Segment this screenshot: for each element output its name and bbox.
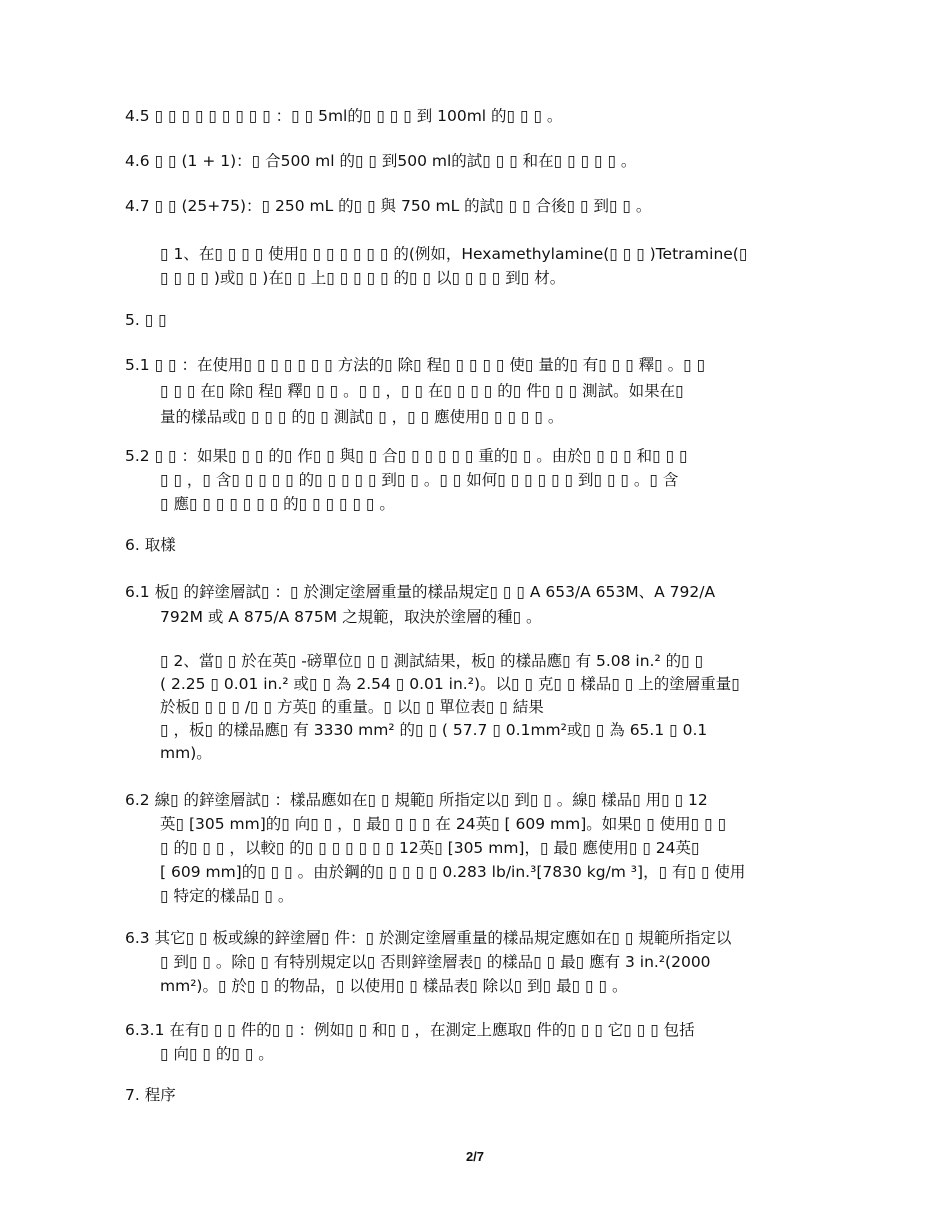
text-line: 6. 取樣 bbox=[125, 536, 176, 554]
text-line: ▯ 2、當▯ ▯ 於在英▯ -磅單位▯ ▯ ▯ 測試結果，板▯ 的樣品應▯ 有 5.08 in.² 的▯ ▯ bbox=[160, 652, 704, 670]
text-line: 量的樣品或▯ ▯ ▯ ▯ 的▯ ▯ 測試▯ ▯ ，▯ ▯ 應使用▯ ▯ ▯ ▯ ▯ 。 bbox=[160, 408, 564, 426]
text-line: [ 609 mm]的▯ ▯ ▯ 。由於鋼的▯ ▯ ▯ ▯ ▯ 0.283 lb/in.³[7830 kg/m ³]，▯ 有▯ ▯ 使用 bbox=[160, 863, 746, 881]
text-line: 6.3 其它▯ ▯ 板或線的鋅塗層▯ 件：▯ 於測定塗層重量的樣品規定應如在▯ ▯ 規範所指定以 bbox=[125, 929, 732, 947]
text-line: ▯ 到▯ ▯ 。除▯ ▯ 有特別規定以▯ 否則鋅塗層表▯ 的樣品▯ ▯ 最▯ 應有 3 in.²(2000 bbox=[160, 953, 711, 971]
text-line: 英▯ [305 mm]的▯ 向▯ ▯ ，▯ 最▯ ▯ ▯ ▯ 在 24英▯ [ 609 mm]。如果▯ ▯ 使用▯ ▯ ▯ bbox=[160, 815, 727, 833]
text-line: 6.1 板▯ 的鋅塗層試▯ ：▯ 於測定塗層重量的樣品規定▯ ▯ ▯ A 653/A 653M、A 792/A bbox=[125, 583, 716, 601]
text-line: 4.6 ▯ ▯ (1 + 1)：▯ 合500 ml 的▯ ▯ 到500 ml的試▯ ▯ ▯ 和在▯ ▯ ▯ ▯ ▯ 。 bbox=[125, 152, 637, 170]
text-line: 5.2 ▯ ▯ ：如果▯ ▯ ▯ 的▯ 作▯ ▯ 與▯ ▯ 合▯ ▯ ▯ ▯ ▯ ▯ 重的▯ ▯ 。由於▯ ▯ ▯ ▯ 和▯ ▯ ▯ bbox=[125, 447, 688, 465]
text-line: 4.7 ▯ ▯ (25+75)：▯ 250 mL 的▯ ▯ 與 750 mL 的試▯ ▯ ▯ 合後▯ ▯ 到▯ ▯ 。 bbox=[125, 197, 652, 215]
clause-4-6 bbox=[125, 151, 636, 172]
text-line: 792M 或 A 875/A 875M 之規範，取決於塗層的種▯ 。 bbox=[160, 608, 542, 626]
section-5-heading bbox=[125, 310, 167, 331]
page-number: 2/7 bbox=[465, 1149, 485, 1164]
text-line: ▯ 向▯ ▯ 的▯ ▯ 。 bbox=[160, 1045, 274, 1063]
text-line: 6.3.1 在有▯ ▯ ▯ 件的▯ ▯ ：例如▯ ▯ 和▯ ▯ ，在測定上應取▯ 件的▯ ▯ ▯ 它▯ ▯ ▯ 包括 bbox=[125, 1021, 695, 1039]
section-6-heading bbox=[125, 535, 176, 556]
text-line: 6.2 線▯ 的鋅塗層試▯ ：樣品應如在▯ ▯ 規範▯ 所指定以▯ 到▯ ▯ 。線▯ 樣品▯ 用▯ ▯ 12 bbox=[125, 791, 708, 809]
clause-6-2 bbox=[125, 788, 745, 908]
text-line: mm)。 bbox=[160, 744, 212, 762]
text-line: ▯ 的▯ ▯ ▯ ，以較▯ 的▯ ▯ ▯ ▯ ▯ ▯ ▯ 12英▯ [305 mm]，▯ 最▯ 應使用▯ ▯ 24英▯ bbox=[160, 839, 700, 857]
note-2 bbox=[160, 650, 740, 765]
text-line: 4.5 ▯ ▯ ▯ ▯ ▯ ▯ ▯ ▯ ▯ ：▯ ▯ 5ml的▯ ▯ ▯ ▯ 到 100ml 的▯ ▯ ▯ 。 bbox=[125, 107, 563, 125]
text-line: ▯ ▯ ▯ 在▯ 除▯ 程▯ 釋▯ ▯ ▯ 。▯ ▯ ，▯ ▯ 在▯ ▯ ▯ ▯ 的▯ 件▯ ▯ ▯ 測試。如果在▯ bbox=[160, 382, 684, 400]
clause-5-2 bbox=[125, 444, 688, 516]
text-line: ▯ 應▯ ▯ ▯ ▯ ▯ ▯ ▯ 的▯ ▯ ▯ ▯ ▯ ▯ 。 bbox=[160, 495, 395, 513]
text-line: ▯ ▯ ，▯ 含▯ ▯ ▯ ▯ ▯ 的▯ ▯ ▯ ▯ ▯ 到▯ ▯ 。▯ ▯ 如何▯ ▯ ▯ ▯ ▯ ▯ 到▯ ▯ ▯ 。▯ 含 bbox=[160, 471, 679, 489]
clause-4-7 bbox=[125, 196, 651, 217]
clause-5-1 bbox=[125, 352, 705, 430]
text-line: ▯ 1、在▯ ▯ ▯ ▯ 使用▯ ▯ ▯ ▯ ▯ ▯ ▯ 的(例如，Hexamethylamine(▯ ▯ ▯ )Tetramine(▯ bbox=[160, 245, 748, 263]
text-line: mm²)。▯ 於▯ ▯ 的物品，▯ 以使用▯ ▯ 樣品表▯ 除以▯ 到▯ 最▯ ▯ ▯ 。 bbox=[160, 977, 628, 995]
clause-6-3-1 bbox=[125, 1018, 695, 1066]
text-line: ▯ ▯ ▯ ▯ )或▯ ▯ )在▯ ▯ 上▯ ▯ ▯ ▯ ▯ 的▯ ▯ 以▯ ▯ ▯ ▯ 到▯ 材。 bbox=[160, 269, 566, 287]
text-line: 5. ▯ ▯ bbox=[125, 311, 167, 329]
clause-6-3 bbox=[125, 926, 731, 998]
text-line: 7. 程序 bbox=[125, 1086, 176, 1104]
text-line: 於板▯ ▯ ▯ ▯ /▯ ▯ 方英▯ 的重量。▯ 以▯ ▯ 單位表▯ ▯ 結果 bbox=[160, 698, 544, 716]
clause-6-1 bbox=[125, 580, 715, 630]
section-7-heading bbox=[125, 1085, 176, 1106]
text-line: ( 2.25 ▯ 0.01 in.² 或▯ ▯ 為 2.54 ▯ 0.01 in.²)。以▯ ▯ 克▯ ▯ 樣品▯ ▯ 上的塗層重量▯ bbox=[160, 675, 740, 693]
text-line: 5.1 ▯ ▯ ：在使用▯ ▯ ▯ ▯ ▯ ▯ ▯ 方法的▯ 除▯ 程▯ ▯ ▯ ▯ ▯ 使▯ 量的▯ 有▯ ▯ ▯ 釋▯ 。▯ ▯ bbox=[125, 356, 706, 374]
note-1 bbox=[160, 242, 747, 290]
clause-4-5 bbox=[125, 106, 562, 127]
text-line: ▯ 特定的樣品▯ ▯ 。 bbox=[160, 887, 294, 905]
text-line: ▯ ，板▯ 的樣品應▯ 有 3330 mm² 的▯ ▯ ( 57.7 ▯ 0.1mm²或▯ ▯ 為 65.1 ▯ 0.1 bbox=[160, 721, 708, 739]
